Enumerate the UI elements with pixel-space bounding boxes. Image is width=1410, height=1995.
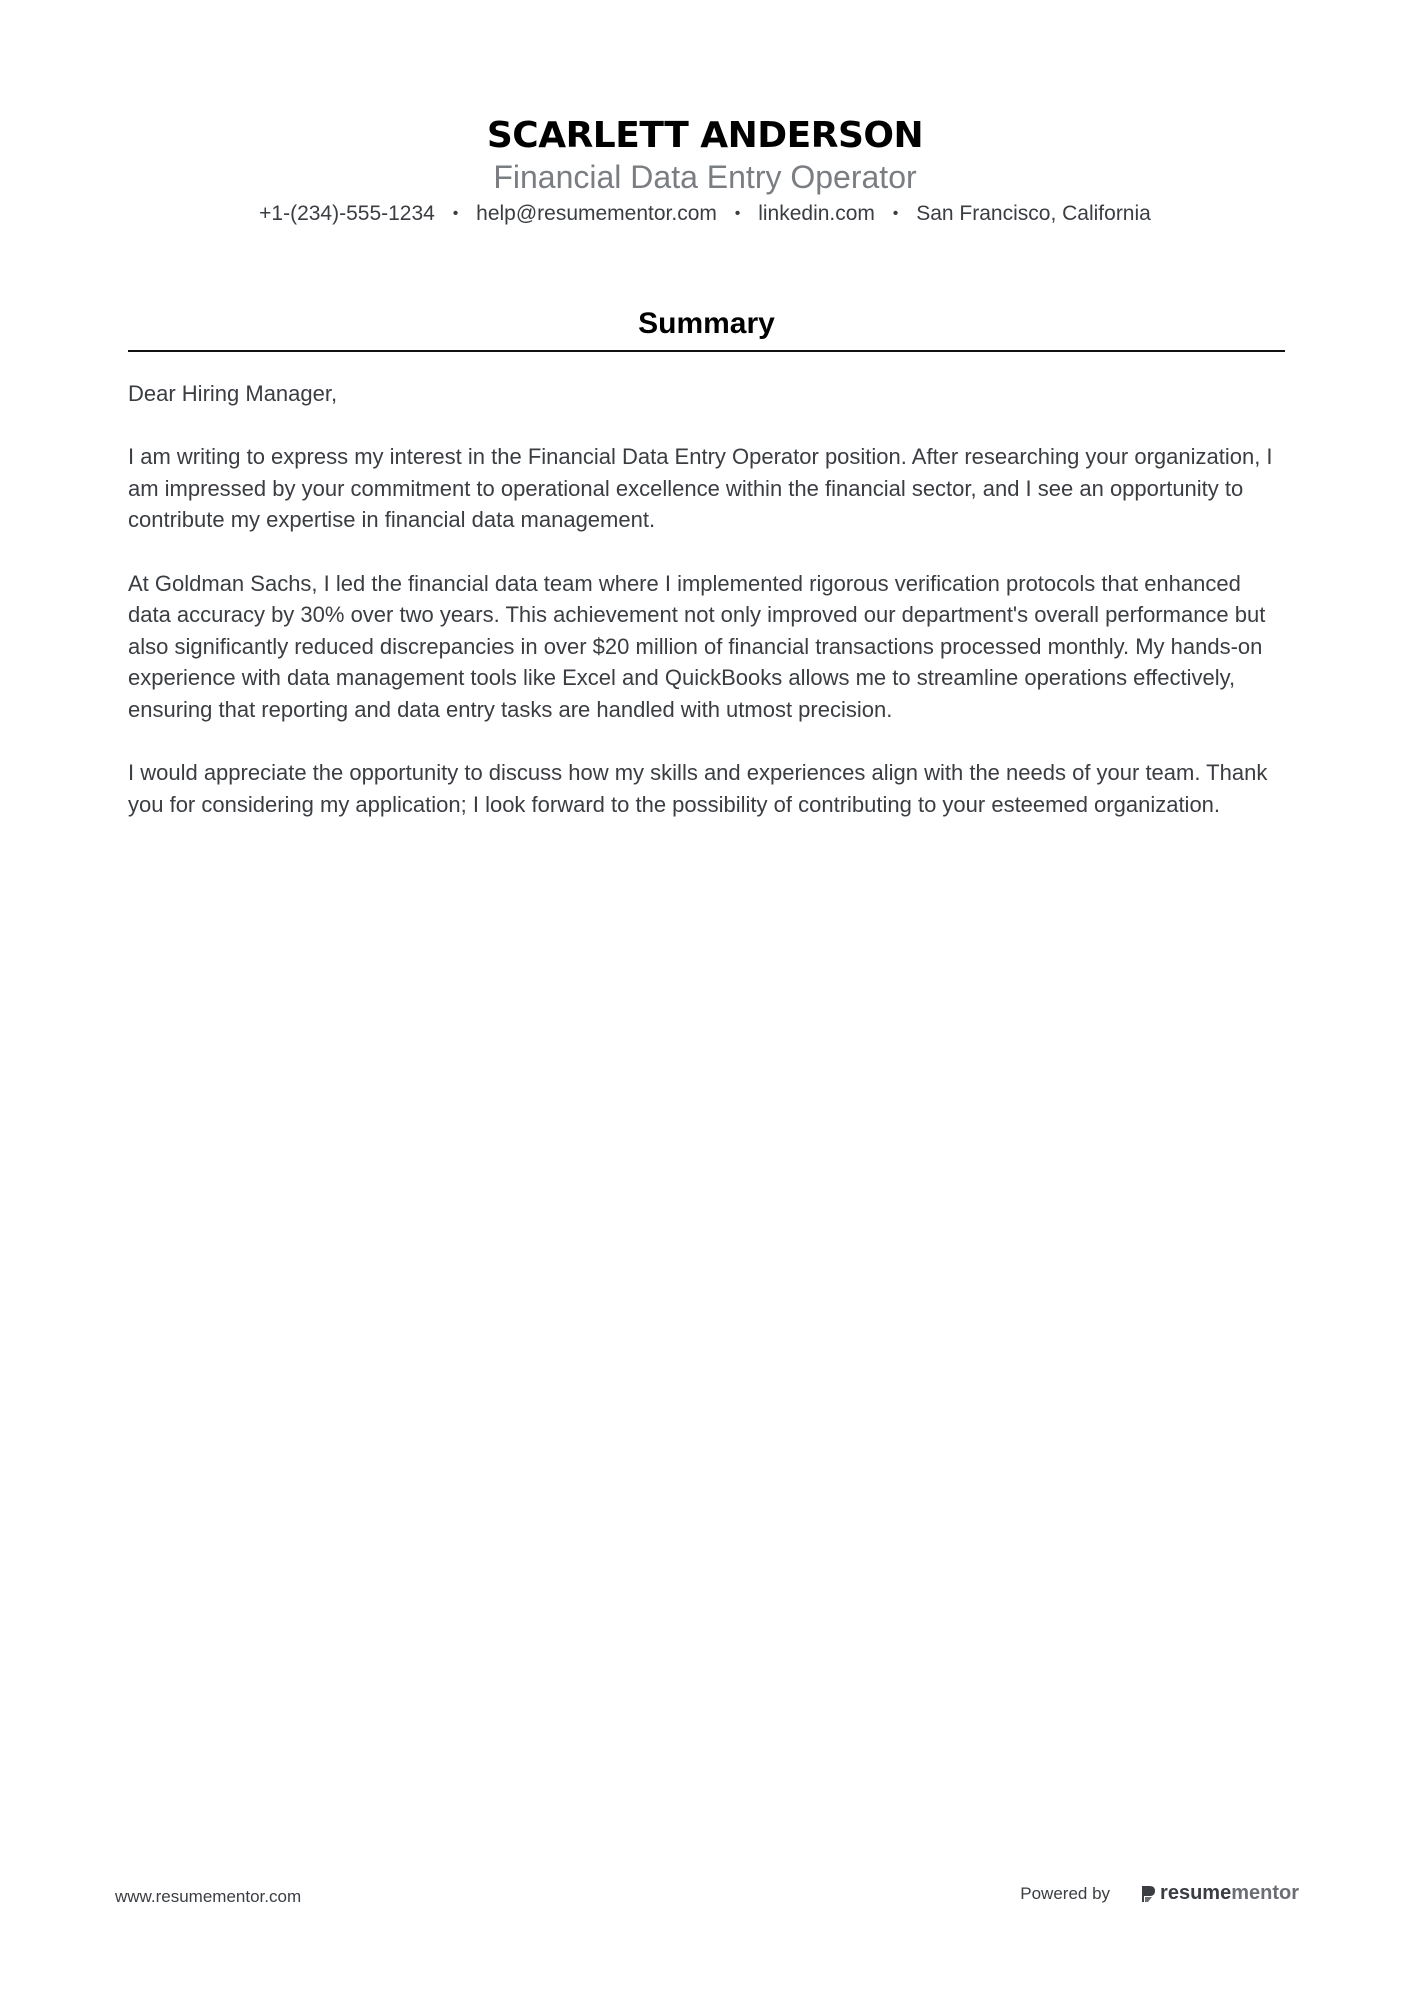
job-title: Financial Data Entry Operator bbox=[493, 159, 917, 195]
contact-separator: • bbox=[734, 205, 741, 222]
paragraph-intro: I am writing to express my interest in the Financial Data Entry Operator position. After researching your organization, I am impressed by your commitment to operational excellence within the financial sector, and I see an opportunity to contribute my expertise in financial data management. bbox=[128, 444, 1273, 533]
paragraph-experience: At Goldman Sachs, I led the financial data team where I implemented rigorous verification protocols that enhanced data accuracy by 30% over two years. This achievement not only improved our department's overall performance but also significantly reduced discrepancies in over $20 million of financial transactions processed monthly. My hands-on experience with data management tools like Excel and QuickBooks allows me to streamline operations effectively, ensuring that reporting and data entry tasks are handled with utmost precision. bbox=[128, 570, 1266, 722]
contact-line bbox=[0, 200, 1410, 228]
resumementor-logo-icon bbox=[1140, 1884, 1156, 1904]
powered-by-label: Powered by bbox=[1020, 1883, 1111, 1903]
paragraph-closing: I would appreciate the opportunity to discuss how my skills and experiences align with the needs of your team. Thank you for considering my application; I look forward to the possibility of contributing to your esteemed organization. bbox=[128, 760, 1268, 817]
letter-body bbox=[128, 378, 1285, 820]
contact-website[interactable]: linkedin.com bbox=[758, 202, 875, 225]
section-heading: Summary bbox=[128, 304, 1285, 352]
brand-text-resume: resume bbox=[1160, 1882, 1232, 1904]
contact-location: San Francisco, California bbox=[916, 202, 1151, 225]
contact-separator: • bbox=[892, 205, 899, 222]
candidate-name: SCARLETT ANDERSON bbox=[486, 115, 924, 156]
brand-text-mentor: mentor bbox=[1231, 1882, 1299, 1904]
footer-website[interactable]: www.resumementor.com bbox=[115, 1887, 302, 1906]
contact-separator: • bbox=[452, 205, 459, 222]
header bbox=[0, 114, 1410, 228]
salutation: Dear Hiring Manager, bbox=[128, 381, 338, 406]
contact-email[interactable]: help@resumementor.com bbox=[476, 202, 717, 225]
summary-section bbox=[128, 304, 1285, 852]
brand-logo[interactable] bbox=[1140, 1882, 1299, 1905]
contact-phone: +1-(234)-555-1234 bbox=[259, 202, 435, 225]
footer-branding bbox=[1020, 1882, 1299, 1905]
